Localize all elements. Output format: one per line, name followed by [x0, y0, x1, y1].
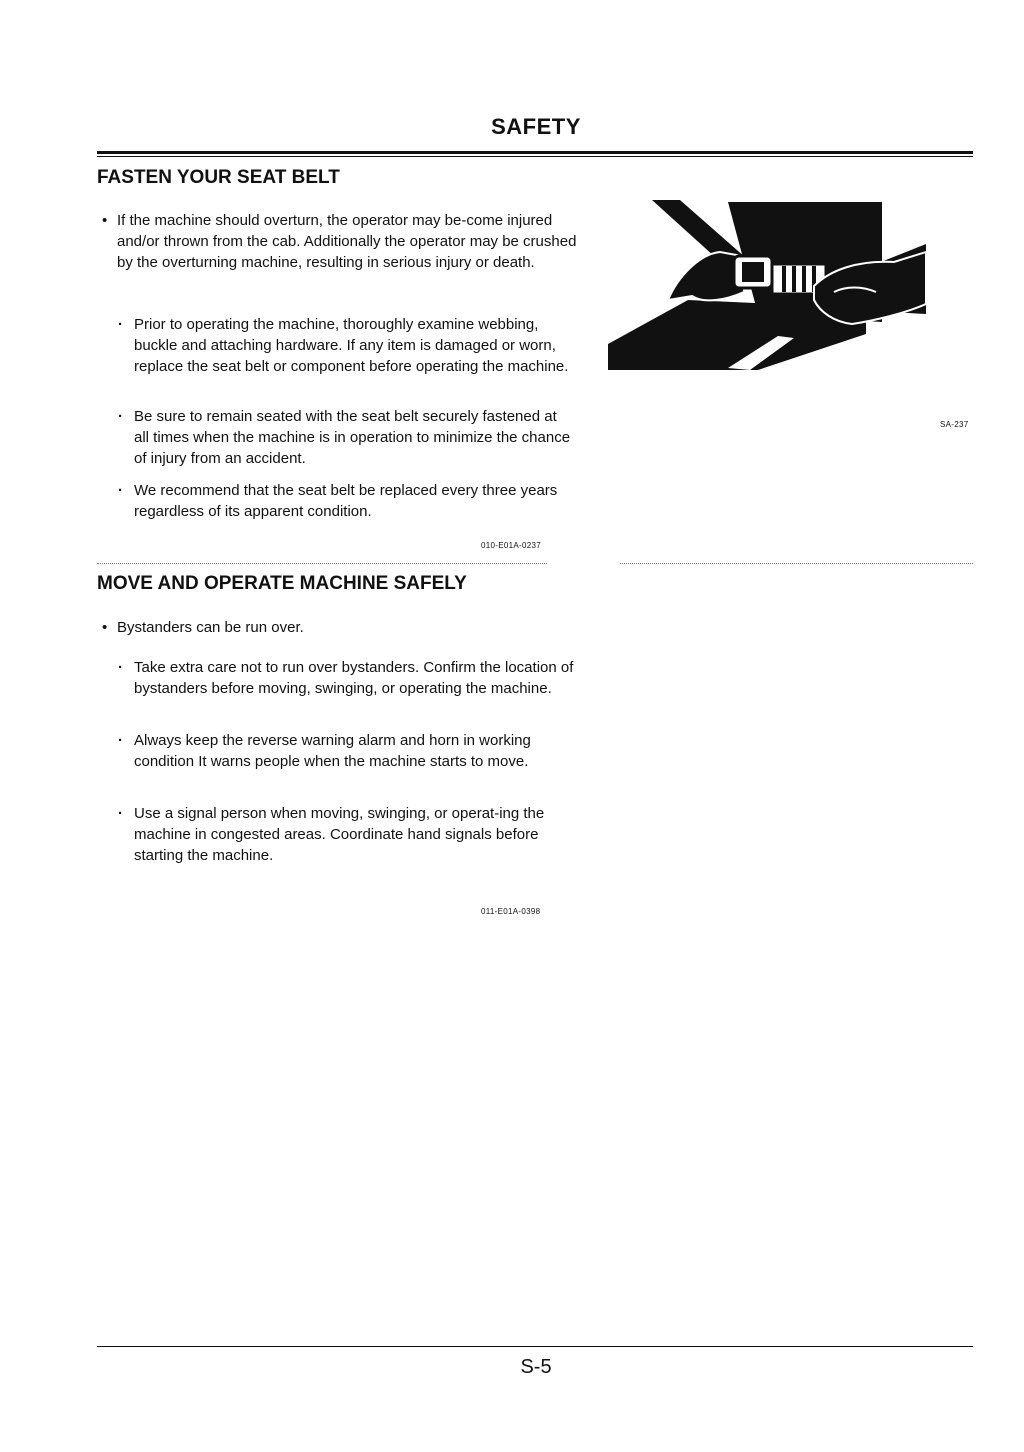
seat-belt-illustration	[608, 196, 926, 370]
move-safely-sub-bullet-2: · Always keep the reverse warning alarm and horn in working condition It warns people when the machine starts to move.	[118, 730, 574, 772]
seat-belt-title: FASTEN YOUR SEAT BELT	[97, 167, 340, 188]
seat-belt-sub-bullet-1: · Prior to operating the machine, thoroughly examine webbing, buckle and attaching hardware. If any item is damaged or worn, replace the seat belt or component before operating the machine.	[118, 314, 574, 377]
buckle-latch-inner-shape	[742, 262, 764, 282]
footer-rule	[97, 1346, 973, 1347]
header-rule-thick	[97, 151, 973, 154]
seat-belt-ref-code: 010-E01A-0237	[481, 541, 541, 550]
header-rule-thin	[97, 156, 973, 157]
section-divider-left	[97, 563, 547, 564]
seat-belt-main-bullet: • If the machine should overturn, the operator may be-come injured and/or thrown from the cab. Additionally the operator may be crushed by the overturning machine, resulting in serious injury or death.	[102, 210, 577, 273]
move-safely-sub-bullet-3: · Use a signal person when moving, swinging, or operat-ing the machine in congested areas. Coordinate hand signals before starting the machine.	[118, 803, 574, 866]
seat-belt-sub-bullet-2: · Be sure to remain seated with the seat belt securely fastened at all times when the machine is in operation to minimize the chance of injury from an accident.	[118, 406, 574, 469]
page-number: S-5	[520, 1356, 552, 1378]
move-safely-title: MOVE AND OPERATE MACHINE SAFELY	[97, 573, 467, 594]
figure-ref-code: SA-237	[940, 420, 969, 429]
move-safely-main-bullet: • Bystanders can be run over.	[102, 617, 577, 638]
seat-belt-sub-bullet-3: · We recommend that the seat belt be replaced every three years regardless of its apparent condition.	[118, 480, 574, 522]
move-safely-sub-bullet-1: · Take extra care not to run over bystanders. Confirm the location of bystanders before moving, swinging, or operating the machine.	[118, 657, 574, 699]
section-divider-right	[620, 563, 973, 564]
move-safely-ref-code: 011-E01A-0398	[481, 907, 541, 916]
page-header: SAFETY	[491, 114, 581, 139]
